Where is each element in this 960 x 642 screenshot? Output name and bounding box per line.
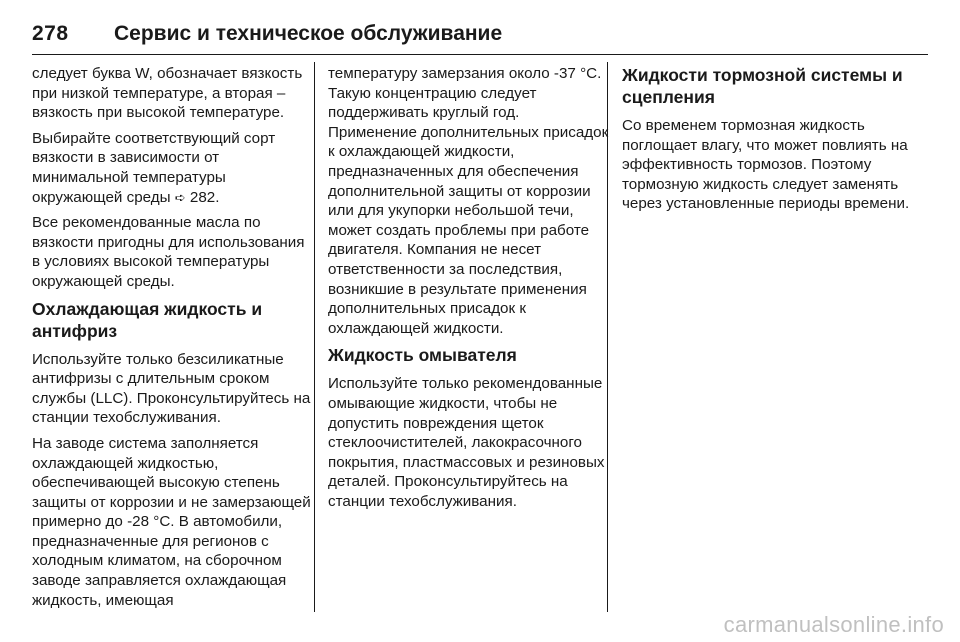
paragraph: температуру замерзания около -37 °C. Такую концентрацию следует поддерживать круглый год. Применение дополнительных присадок к охлаждающей жидкости, предназначенных для обеспечения дополнительной защиты от коррозии или для укупорки небольшой течи, может создать проблемы при работе двигателя. Компания не несет ответственности за последствия, возникшие в результате применения дополнительных присадок к охлаждающей жидкости. — [328, 65, 609, 337]
paragraph: Все рекомендованные масла по вязкости пригодны для использования в условиях высокой температуры окружающей среды. — [32, 214, 305, 290]
section-heading-coolant: Охлаждающая жидкость и антифриз — [32, 298, 263, 341]
paragraph: Со временем тормозная жидкость поглощает влагу, что может повлиять на эффективность тормозов. Поэтому тормозную жидкость следует заменять через установленные периоды времени. — [622, 117, 910, 213]
watermark: carmanualsonline.info — [723, 612, 944, 637]
page-number: 278 — [32, 22, 69, 45]
column-right — [622, 64, 922, 220]
page-header — [32, 22, 928, 55]
section-heading-washer-fluid: Жидкость омывателя — [328, 345, 517, 366]
paragraph-text: Выбирайте соответствующий сорт вязкости в зависимости от минимальной температуры окружающей среды — [32, 129, 276, 206]
page-reference[interactable]: 282. — [189, 188, 220, 206]
section-heading-brake-fluid: Жидкости тормозной системы и сцепления — [622, 65, 903, 107]
column-divider — [314, 62, 315, 612]
paragraph: следует буква W, обозначает вязкость при низкой температуре, а вторая – вязкость при высокой температуре. — [32, 65, 303, 122]
running-title: Сервис и техническое обслуживание — [114, 22, 503, 45]
page-reference-arrow-icon: ➪ — [174, 189, 186, 205]
paragraph: На заводе система заполняется охлаждающей жидкостью, обеспечивающей высокую степень защиты от коррозии и не замерзающей примерно до -28 °C. В автомобили, предназначенные для регионов с холодным климатом, на сборочном заводе заправляется охлаждающая жидкость, имеющая — [32, 434, 311, 609]
paragraph — [32, 129, 314, 207]
paragraph: Используйте только рекомендованные омывающие жидкости, чтобы не допустить повреждения щеток стеклоочистителей, лакокрасочного покрытия, пластмассовых и резиновых деталей. Проконсультируйтесь на станции техобслуживания. — [328, 375, 605, 510]
paragraph: Используйте только безсиликатные антифризы с длительным сроком службы (LLC). Проконсультируйтесь на станции техобслуживания. — [32, 350, 311, 427]
column-left — [32, 64, 314, 616]
column-middle — [328, 64, 610, 517]
